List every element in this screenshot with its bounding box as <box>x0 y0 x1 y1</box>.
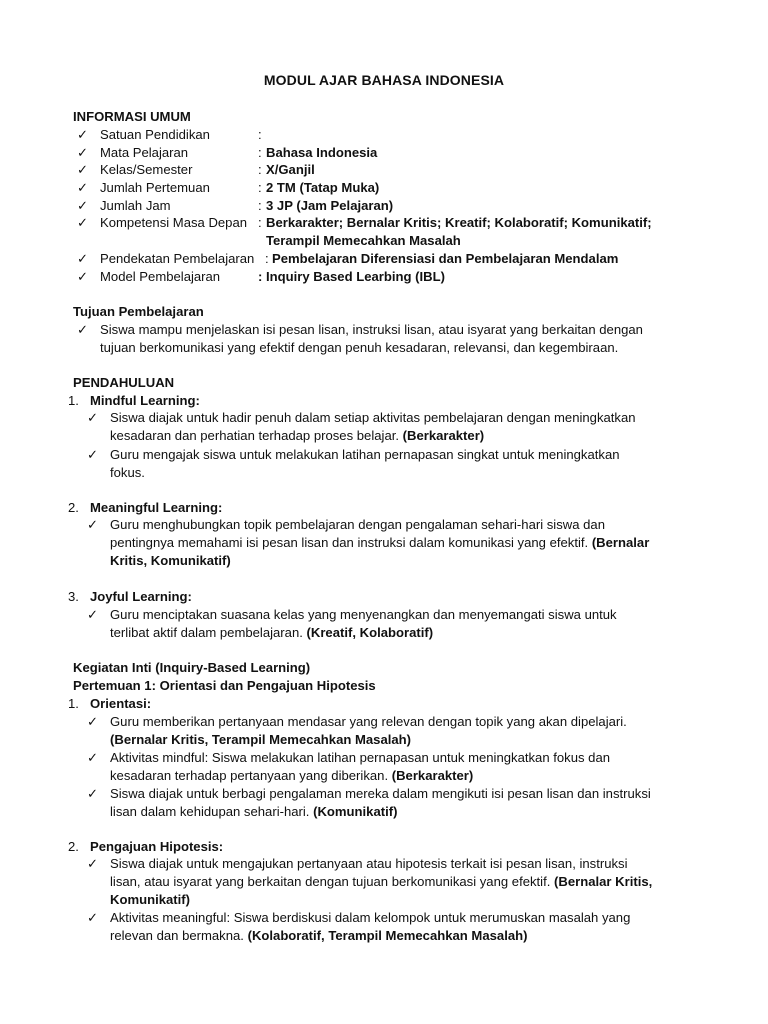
bullet-text-continued: pentingnya memahami isi pesan lisan dan instruksi dalam komunikasi yang efektif. (Bernalar <box>110 535 650 550</box>
check-icon: ✓ <box>77 162 88 177</box>
bullet-text: Siswa diajak untuk hadir penuh dalam setiap aktivitas pembelajaran dengan meningkatkan <box>110 410 636 425</box>
section-title: Orientasi: <box>90 696 152 711</box>
bullet-text-continued: kesadaran terhadap pertanyaan yang diberikan. (Berkarakter) <box>110 768 474 783</box>
info-value: 3 JP (Jam Pelajaran) <box>266 198 394 213</box>
document-title: MODUL AJAR BAHASA INDONESIA <box>263 72 505 88</box>
competency-tag: (Kolaboratif, Terampil Memecahkan Masalah) <box>247 928 528 943</box>
list-number: 1. <box>68 393 79 408</box>
competency-tag: (Kreatif, Kolaboratif) <box>306 625 434 640</box>
check-icon: ✓ <box>77 145 88 160</box>
bullet-text: Guru menghubungkan topik pembelajaran dengan pengalaman sehari-hari siswa dan <box>110 517 605 532</box>
section-title: Meaningful Learning: <box>90 500 223 515</box>
info-value-continued: Terampil Memecahkan Masalah <box>266 233 461 248</box>
bullet-text: Guru mengajak siswa untuk melakukan latihan pernapasan singkat untuk meningkatkan <box>110 447 620 462</box>
check-icon: ✓ <box>87 607 98 622</box>
check-icon: ✓ <box>87 910 98 925</box>
bullet-text: Guru menciptakan suasana kelas yang menyenangkan dan menyemangati siswa untuk <box>110 607 617 622</box>
bullet-text: Siswa diajak untuk berbagi pengalaman mereka dalam mengikuti isi pesan lisan dan instruksi <box>110 786 651 801</box>
check-icon: ✓ <box>87 447 98 462</box>
info-separator: : <box>258 269 263 284</box>
info-label: Model Pembelajaran <box>100 269 221 284</box>
competency-tag: (Bernalar Kritis, <box>554 874 653 889</box>
check-icon: ✓ <box>87 750 98 765</box>
competency-tag: (Bernalar Kritis, Terampil Memecahkan Masalah) <box>110 732 412 747</box>
bullet-text-continued: lisan dalam kehidupan sehari-hari. (Komunikatif) <box>110 804 398 819</box>
info-label: Satuan Pendidikan <box>100 127 210 142</box>
tujuan-text: Siswa mampu menjelaskan isi pesan lisan, instruksi lisan, atau isyarat yang berkaitan dengan <box>100 322 643 337</box>
pertemuan-heading: Pertemuan 1: Orientasi dan Pengajuan Hipotesis <box>73 678 376 693</box>
info-value: Berkarakter; Bernalar Kritis; Kreatif; Kolaboratif; Komunikatif; <box>266 215 652 230</box>
info-separator: : <box>258 127 262 142</box>
bullet-text-continued: terlibat aktif dalam pembelajaran. (Kreatif, Kolaboratif) <box>110 625 434 640</box>
check-icon: ✓ <box>77 198 88 213</box>
competency-tag: (Berkarakter) <box>391 768 474 783</box>
info-value: Bahasa Indonesia <box>266 145 378 160</box>
info-separator: : <box>258 180 262 195</box>
bullet-text-continued: kesadaran dan perhatian terhadap proses belajar. (Berkarakter) <box>110 428 485 443</box>
info-label: Mata Pelajaran <box>100 145 189 160</box>
competency-tag-continued: Komunikatif) <box>110 892 191 907</box>
competency-tag-continued: Kritis, Komunikatif) <box>110 553 231 568</box>
tujuan-heading: Tujuan Pembelajaran <box>73 304 204 319</box>
info-label: Kelas/Semester <box>100 162 193 177</box>
section-title: Pengajuan Hipotesis: <box>90 839 224 854</box>
check-icon: ✓ <box>87 786 98 801</box>
check-icon: ✓ <box>77 127 88 142</box>
info-separator: : <box>265 251 269 266</box>
competency-tag: (Bernalar <box>591 535 650 550</box>
competency-tag: (Berkarakter) <box>402 428 485 443</box>
check-icon: ✓ <box>77 251 88 266</box>
bullet-text-continued: fokus. <box>110 465 145 480</box>
info-label: Jumlah Jam <box>100 198 171 213</box>
list-number: 1. <box>68 696 79 711</box>
bullet-text-continued: relevan dan bermakna. (Kolaboratif, Terampil Memecahkan Masalah) <box>110 928 528 943</box>
info-value: Pembelajaran Diferensiasi dan Pembelajaran Mendalam <box>272 251 619 266</box>
info-label: Pendekatan Pembelajaran <box>100 251 255 266</box>
pendahuluan-heading: PENDAHULUAN <box>73 375 175 390</box>
list-number: 3. <box>68 589 79 604</box>
check-icon: ✓ <box>77 180 88 195</box>
competency-tag: (Komunikatif) <box>313 804 398 819</box>
informasi-umum-heading: INFORMASI UMUM <box>73 109 191 124</box>
section-title: Mindful Learning: <box>90 393 200 408</box>
bullet-text-continued: lisan, atau isyarat yang berkaitan dengan tujuan berkomunikasi yang efektif. (Bernalar Kritis, <box>110 874 653 889</box>
info-separator: : <box>258 198 262 213</box>
check-icon: ✓ <box>77 215 88 230</box>
info-label: Kompetensi Masa Depan <box>100 215 248 230</box>
info-value: 2 TM (Tatap Muka) <box>266 180 380 195</box>
info-label: Jumlah Pertemuan <box>100 180 210 195</box>
info-value: Inquiry Based Learbing (IBL) <box>266 269 445 284</box>
check-icon: ✓ <box>87 856 98 871</box>
section-title: Joyful Learning: <box>90 589 192 604</box>
list-number: 2. <box>68 500 79 515</box>
info-value: X/Ganjil <box>266 162 315 177</box>
list-number: 2. <box>68 839 79 854</box>
tujuan-text-continued: tujuan berkomunikasi yang efektif dengan penuh kesadaran, relevansi, dan kegembiraan. <box>100 340 619 355</box>
info-separator: : <box>258 162 262 177</box>
info-separator: : <box>258 215 262 230</box>
kegiatan-inti-heading: Kegiatan Inti (Inquiry-Based Learning) <box>73 660 311 675</box>
check-icon: ✓ <box>87 714 98 729</box>
check-icon: ✓ <box>87 517 98 532</box>
check-icon: ✓ <box>87 410 98 425</box>
check-icon: ✓ <box>77 322 88 337</box>
bullet-text: Aktivitas meaningful: Siswa berdiskusi dalam kelompok untuk merumuskan masalah yang <box>110 910 631 925</box>
info-separator: : <box>258 145 262 160</box>
bullet-text: Guru memberikan pertanyaan mendasar yang relevan dengan topik yang akan dipelajari. <box>110 714 627 729</box>
bullet-text: Aktivitas mindful: Siswa melakukan latihan pernapasan untuk meningkatkan fokus dan <box>110 750 611 765</box>
check-icon: ✓ <box>77 269 88 284</box>
bullet-text: Siswa diajak untuk mengajukan pertanyaan atau hipotesis terkait isi pesan lisan, instruksi <box>110 856 628 871</box>
